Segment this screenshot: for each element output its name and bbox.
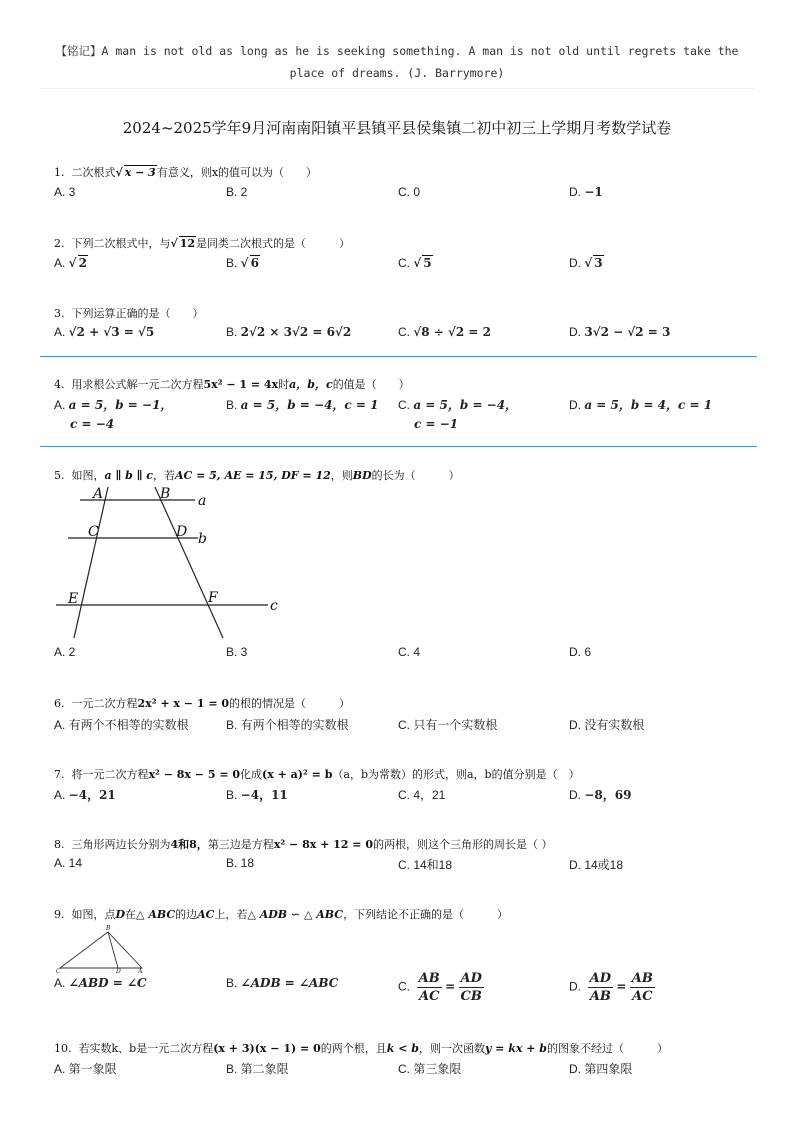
label-E: E — [68, 591, 79, 607]
option-6d[interactable]: D. 没有实数根 — [569, 718, 645, 732]
option-8d[interactable]: D. 14或18 — [569, 858, 624, 872]
numerator: AB — [631, 971, 653, 986]
equation: △ ABC — [136, 908, 176, 921]
question-number: 4. — [54, 378, 65, 391]
option-7c[interactable]: C. 4，21 — [398, 788, 446, 802]
label-A: A — [138, 968, 143, 974]
highlight-divider-bottom — [40, 446, 757, 447]
question-text: 的长为（ ） — [371, 469, 460, 482]
question-text: 有意义，则x的值可以为（ ） — [156, 166, 318, 179]
option-label: D. — [569, 788, 585, 802]
numerator: AD — [589, 971, 612, 986]
option-math: √2 + √3 = √5 — [68, 325, 155, 339]
question-number: 8. — [54, 838, 65, 851]
equation: x² − 8x + 12 = 0 — [273, 838, 373, 851]
option-math: a = 5，b = 4，c = 1 — [584, 398, 713, 412]
question-number: 6. — [54, 697, 65, 710]
option-6b[interactable]: B. 有两个相等的实数根 — [226, 718, 349, 732]
question-text: 若实数k、b是一元二次方程 — [78, 1042, 214, 1055]
question-3 — [54, 305, 204, 321]
question-text: 是同类二次根式的是（ ） — [196, 237, 351, 250]
question-5 — [54, 467, 460, 483]
question-text: 一元二次方程 — [71, 697, 138, 710]
label-b: b — [198, 531, 207, 547]
question-9 — [54, 906, 508, 922]
option-math: 3√2 − √2 = 3 — [584, 325, 671, 339]
label-c: c — [270, 598, 278, 614]
option-10c[interactable]: C. 第三象限 — [398, 1062, 462, 1076]
question-text: 第三边是方程 — [207, 838, 274, 851]
page-title: 2024~2025学年9月河南南阳镇平县镇平县侯集镇二初中初三上学期月考数学试卷 — [122, 119, 672, 137]
option-1a[interactable]: A. 3 — [54, 185, 76, 199]
question-text: 时 — [278, 378, 290, 391]
option-math: 2√2 × 3√2 = 6√2 — [240, 325, 352, 339]
fraction — [630, 970, 655, 1005]
triangle-abc — [60, 932, 142, 968]
question-text: 的边 — [175, 908, 198, 921]
question-text: 上，若 — [214, 908, 248, 921]
option-math: ∠ABD = ∠C — [68, 976, 147, 990]
question-7 — [54, 766, 580, 782]
label-A: A — [93, 486, 104, 502]
question-text: （a，b为常数）的形式，则a，b的值分别是（ ） — [332, 768, 580, 781]
question-1: 1. 二次根式√ x − 3有意义，则x的值可以为（ ） — [54, 166, 318, 179]
highlight-divider-top — [40, 356, 757, 357]
question-text: 如图，点 — [71, 908, 116, 921]
fraction — [588, 970, 613, 1005]
question-number: 1. — [54, 166, 65, 179]
question-text: 用求根公式解一元二次方程 — [71, 378, 204, 391]
option-7d[interactable] — [569, 786, 631, 803]
label-B: B — [160, 486, 171, 502]
option-3b[interactable]: B. 2√2 × 3√2 = 6√2 — [226, 325, 352, 339]
question-text: 三角形两边长分别为 — [71, 838, 171, 851]
question-text: 二次根式 — [71, 166, 116, 179]
equation: 2x² + x − 1 = 0 — [137, 697, 230, 710]
transversal-ae — [74, 487, 108, 638]
equation: a ∥ b ∥ c — [104, 469, 153, 482]
denominator: AC — [632, 989, 653, 1004]
equation: 4和8， — [170, 838, 208, 851]
numerator: AB — [418, 971, 440, 986]
option-2b[interactable]: B. √ 6 — [226, 256, 259, 270]
denominator: CB — [460, 989, 482, 1004]
label-B: B — [106, 925, 111, 932]
option-6a[interactable]: A. 有两个不相等的实数根 — [54, 718, 189, 732]
option-3a[interactable]: A. √2 + √3 = √5 — [54, 325, 155, 339]
option-math: a = 5，b = −4，c = 1 — [240, 398, 379, 412]
fraction — [459, 970, 484, 1005]
question-text: ，若 — [152, 469, 175, 482]
option-4a[interactable]: A. a = 5，b = −1， — [54, 398, 173, 412]
question-text: 的两个根，且 — [320, 1042, 387, 1055]
option-9a[interactable]: A. ∠ABD = ∠C — [54, 976, 147, 990]
option-math: −4，21 — [68, 788, 116, 802]
question-text: 下列二次根式中，与 — [71, 237, 171, 250]
option-7b[interactable] — [226, 786, 288, 803]
option-2a[interactable]: A. √ 2 — [54, 256, 87, 270]
transversal-bf — [155, 487, 223, 638]
motto — [40, 40, 754, 84]
question-number: 2. — [54, 237, 65, 250]
label-C: C — [56, 968, 61, 974]
question-text: ，则 — [330, 469, 353, 482]
option-math: c = −4 — [70, 417, 115, 431]
question-4 — [54, 376, 410, 392]
option-math: ∠ADB = ∠ABC — [240, 976, 339, 990]
option-1d[interactable] — [569, 185, 603, 199]
label-F: F — [208, 590, 218, 606]
option-4c[interactable]: C. a = 5，b = −4， — [398, 398, 518, 412]
option-10d[interactable]: D. 第四象限 — [569, 1062, 633, 1076]
option-4c-line2[interactable] — [414, 417, 458, 431]
label-C: C — [88, 524, 99, 540]
option-label: A. — [54, 788, 69, 802]
question-number: 10. — [54, 1042, 72, 1055]
question-text: 下列运算正确的是（ ） — [71, 307, 204, 320]
numerator: AD — [460, 971, 482, 986]
option-8a[interactable]: A. 14 — [54, 856, 83, 870]
variable: D — [115, 908, 126, 921]
equation: AC = 5, AE = 15, DF = 12 — [174, 469, 331, 482]
equation: 5x² − 1 = 4x — [203, 378, 279, 391]
question-number: 9. — [54, 908, 65, 921]
question-text: 在 — [125, 908, 137, 921]
option-5c[interactable]: C. 4 — [398, 645, 421, 659]
question-8 — [54, 836, 553, 852]
option-2d[interactable]: D. √ 3 — [569, 256, 603, 270]
variable: AC — [197, 908, 215, 921]
equation: k < b — [386, 1042, 419, 1055]
option-9c[interactable]: C. $\frac{AB}{AC}$ = $\frac{AD}{CB}$ — [398, 971, 482, 1004]
header-divider — [40, 88, 754, 89]
question-text: ，下列结论不正确的是（ ） — [343, 908, 509, 921]
denominator: AC — [418, 989, 440, 1004]
option-8c[interactable]: C. 14和18 — [398, 858, 453, 872]
option-1b[interactable]: B. 2 — [226, 185, 248, 199]
equation: x² − 8x − 5 = 0 — [148, 768, 241, 781]
label-a: a — [198, 493, 207, 509]
option-label: D. — [569, 185, 585, 199]
question-number: 7. — [54, 768, 65, 781]
label-D: D — [116, 968, 121, 974]
question-10 — [54, 1040, 668, 1056]
option-math: a = 5，b = −1， — [68, 398, 173, 412]
option-4b[interactable]: B. a = 5，b = −4，c = 1 — [226, 398, 379, 412]
question-text: ，则一次函数 — [418, 1042, 485, 1055]
question-6 — [54, 695, 350, 711]
question-text: 的根的情况是（ ） — [229, 697, 351, 710]
equation: △ ADB ∽ △ ABC — [247, 908, 344, 921]
option-4d[interactable]: D. a = 5，b = 4，c = 1 — [569, 398, 713, 412]
question-text: 的图象不经过（ ） — [546, 1042, 668, 1055]
option-5a[interactable]: A. 2 — [54, 645, 76, 659]
radicand: 3 — [594, 256, 603, 270]
option-7a[interactable] — [54, 786, 116, 803]
option-3d[interactable]: D. 3√2 − √2 = 3 — [569, 325, 671, 339]
question-number: 3. — [54, 307, 65, 320]
option-math: √8 ÷ √2 = 2 — [413, 325, 491, 339]
option-label: B. — [226, 788, 241, 802]
question-text: 化成 — [240, 768, 263, 781]
radicand: 2 — [78, 256, 87, 270]
option-2c[interactable]: C. √ 5 — [398, 256, 432, 270]
label-D: D — [176, 524, 188, 540]
motto-line-2: place of dreams. (J. Barrymore) — [289, 66, 505, 80]
option-math: c = −1 — [414, 417, 459, 431]
question-text: 的两根，则这个三角形的周长是（ ） — [373, 838, 553, 851]
option-5d[interactable]: D. 6 — [569, 645, 592, 659]
equation: (x + 3)(x − 1) = 0 — [213, 1042, 321, 1055]
option-1c[interactable]: C. 0 — [398, 185, 421, 199]
option-9d[interactable]: D. $\frac{AD}{AB}$ = $\frac{AB}{AC}$ — [569, 971, 653, 1004]
denominator: AB — [589, 989, 611, 1004]
equation: y = kx + b — [484, 1042, 547, 1055]
option-6c[interactable]: C. 只有一个实数根 — [398, 718, 498, 732]
option-math: a = 5，b = −4， — [413, 398, 518, 412]
figure-triangle — [54, 924, 146, 974]
radicand: x − 3 — [124, 166, 156, 179]
option-math: −4，11 — [240, 788, 288, 802]
question-text: 将一元二次方程 — [71, 768, 149, 781]
option-8b[interactable]: B. 18 — [226, 856, 255, 870]
variable: BD — [352, 469, 372, 482]
question-text: 如图， — [71, 469, 105, 482]
option-3c[interactable]: C. √8 ÷ √2 = 2 — [398, 325, 491, 339]
option-4a-line2[interactable] — [70, 417, 114, 431]
radicand: 6 — [250, 256, 259, 270]
question-text: 的值是（ ） — [332, 378, 410, 391]
option-10a[interactable]: A. 第一象限 — [54, 1062, 117, 1076]
option-10b[interactable]: B. 第二象限 — [226, 1062, 289, 1076]
figure-parallel-lines — [50, 482, 290, 642]
option-9b[interactable]: B. ∠ADB = ∠ABC — [226, 976, 339, 990]
radicand: 12 — [179, 237, 196, 250]
radicand: 5 — [423, 256, 432, 270]
fraction — [417, 970, 442, 1005]
variables: a，b，c — [289, 378, 333, 391]
option-math: −1 — [584, 185, 603, 199]
equation: (x + a)² = b — [262, 768, 333, 781]
question-number: 5. — [54, 469, 65, 482]
question-2: 2. 下列二次根式中，与√ 12是同类二次根式的是（ ） — [54, 237, 351, 250]
option-5b[interactable]: B. 3 — [226, 645, 248, 659]
option-math: −8，69 — [584, 788, 632, 802]
motto-line-1: 【铭记】A man is not old as long as he is seeking something. A man is not old until regrets take the — [55, 44, 739, 58]
